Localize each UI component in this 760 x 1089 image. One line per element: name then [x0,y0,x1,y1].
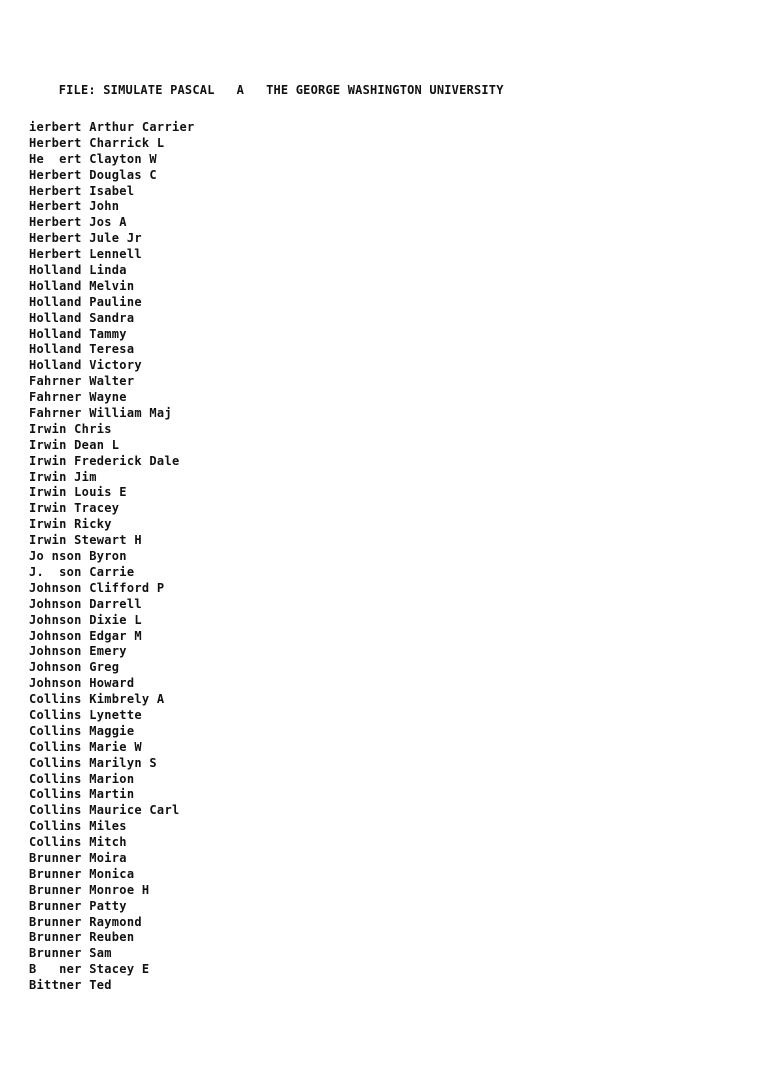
list-item: Collins Marion [29,771,135,786]
list-item: He ert Clayton W [29,151,157,166]
institution-label: THE GEORGE WASHINGTON UNIVERSITY [266,83,504,97]
file-mode-label: A [236,83,245,97]
list-item: Brunner Reuben [29,930,135,945]
list-item: Holland Victory [29,358,142,373]
list-item: J. son Carrie [29,564,135,579]
list-item: Herbert Jos A [29,215,127,230]
list-item: Herbert John [29,199,120,214]
list-item: Johnson Greg [29,660,120,675]
list-item: Holland Linda [29,263,127,278]
list-item: Herbert Lennell [29,247,142,262]
list-item: Irwin Dean L [29,437,120,452]
list-item: Collins Maggie [29,723,135,738]
list-item: Brunner Moira [29,850,127,865]
list-item: Johnson Edgar M [29,628,142,643]
list-item: Holland Tammy [29,326,127,341]
list-item: Irwin Louis E [29,485,127,500]
list-item: ierbert Arthur Carrier [29,120,195,134]
list-item: Brunner Monica [29,866,135,881]
list-item: Irwin Jim [29,469,97,484]
list-item: Jo nson Byron [29,549,127,564]
list-item: B ner Stacey E [29,962,150,977]
list-item: Irwin Tracey [29,501,120,516]
list-item: Brunner Patty [29,898,127,913]
list-item: Collins Martin [29,787,135,802]
list-item: Collins Maurice Carl [29,803,180,818]
list-item: Brunner Sam [29,946,112,961]
list-item: Fahrner William Maj [29,406,172,421]
list-item: Herbert Isabel [29,183,135,198]
list-item: Collins Miles [29,819,127,834]
list-item: Irwin Chris [29,421,112,436]
list-item: Herbert Charrick L [29,135,165,150]
file-name-label: FILE: SIMULATE PASCAL [58,83,215,97]
list-item: Irwin Stewart H [29,533,142,548]
list-item: Brunner Monroe H [29,882,150,897]
list-item: Fahrner Walter [29,374,135,389]
list-item: Collins Marie W [29,739,142,754]
list-item: Johnson Emery [29,644,127,659]
list-item: Irwin Frederick Dale [29,453,180,468]
list-item: Holland Teresa [29,342,135,357]
list-item: Johnson Clifford P [29,580,165,595]
file-header [29,69,504,111]
list-item: Brunner Raymond [29,914,142,929]
list-item: Holland Sandra [29,310,135,325]
list-item: Collins Marilyn S [29,755,157,770]
list-item: Collins Kimbrely A [29,692,165,707]
name-listing [29,120,195,994]
list-item: Fahrner Wayne [29,390,127,405]
list-item: Collins Lynette [29,707,142,722]
list-item: Bittner Ted [29,978,112,993]
list-item: Johnson Howard [29,676,135,691]
list-item: Herbert Jule Jr [29,231,142,246]
list-item: Holland Melvin [29,278,135,293]
list-item: Herbert Douglas C [29,167,157,182]
list-item: Johnson Dixie L [29,612,142,627]
list-item: Collins Mitch [29,835,127,850]
list-item: Irwin Ricky [29,517,112,532]
list-item: Holland Pauline [29,294,142,309]
list-item: Johnson Darrell [29,596,142,611]
